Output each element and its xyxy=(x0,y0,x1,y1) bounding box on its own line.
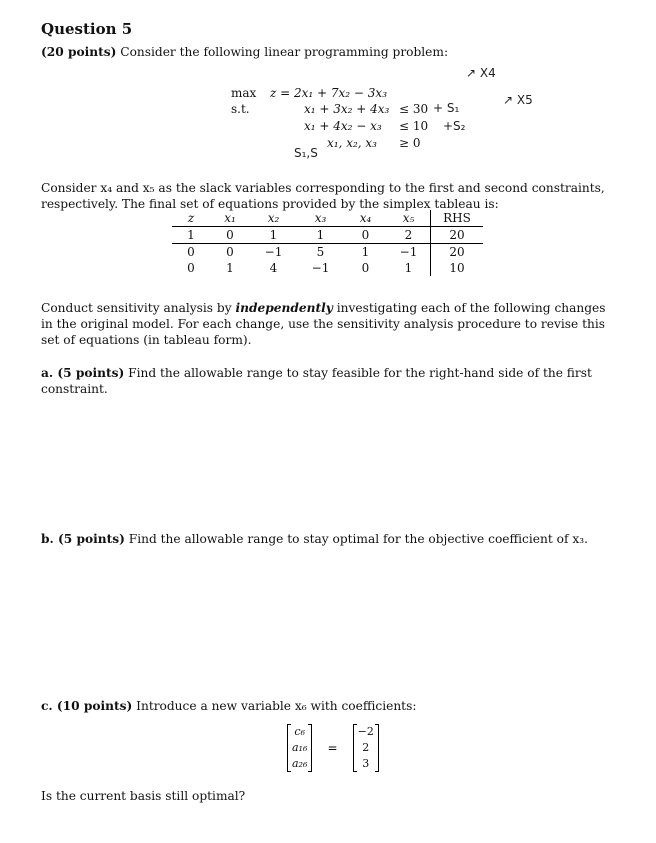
sensitivity-after: investigating each of the following changes in the original model. For each change, use the sensitivity analysis procedure to revise this set of equations (in tableau form). xyxy=(41,301,606,347)
lhs-vector xyxy=(287,724,312,772)
tableau-header-x2: x₂ xyxy=(250,210,297,227)
part-c-label: c. (10 points) xyxy=(41,699,133,713)
question-title: Question 5 xyxy=(41,20,133,38)
lp-c2-lhs: x₁ + 4x₂ − x₃ xyxy=(304,119,382,133)
handwritten-x5-note: ↗ X5 xyxy=(503,93,533,107)
tableau-header-rhs: RHS xyxy=(431,210,484,227)
lp-c1-rhs: ≤ 30 xyxy=(399,102,429,116)
tableau-cell: 10 xyxy=(431,260,484,276)
handwritten-s1s2-note: S₁,S xyxy=(294,146,318,160)
tableau-cell: −1 xyxy=(311,261,330,275)
tableau-cell: 0 xyxy=(226,245,234,259)
intro-points: (20 points) xyxy=(41,45,117,59)
tableau-cell: 20 xyxy=(431,227,484,244)
tableau-row xyxy=(172,260,483,276)
tableau-header-x5: x₅ xyxy=(387,210,431,227)
tableau-cell: 1 xyxy=(361,245,370,259)
tableau-header-z: z xyxy=(172,210,210,227)
lp-objective: z = 2x₁ + 7x₂ − 3x₃ xyxy=(270,86,388,100)
tableau-cell: 20 xyxy=(431,244,484,261)
tableau-cell: 2 xyxy=(387,227,431,244)
tableau-header-x1: x₁ xyxy=(210,210,250,227)
lp-st-label: s.t. xyxy=(231,102,250,116)
lp-c1-lhs: x₁ + 3x₂ + 4x₃ xyxy=(304,102,390,116)
sensitivity-emph: independently xyxy=(235,301,333,315)
part-a-label: a. (5 points) xyxy=(41,366,125,380)
lhs-a26: a₂₆ xyxy=(292,757,308,770)
part-b xyxy=(41,531,631,547)
handwritten-c1-note: + S₁ xyxy=(433,101,460,115)
sensitivity-before: Conduct sensitivity analysis by xyxy=(41,301,236,315)
tableau-cell: 1 xyxy=(297,227,344,244)
tableau-cell: 0 xyxy=(187,261,195,275)
tableau-cell: 5 xyxy=(316,245,325,259)
part-a-text: Find the allowable range to stay feasible for the right-hand side of the first constraint. xyxy=(41,366,592,396)
tableau-cell: 1 xyxy=(172,227,210,244)
part-a xyxy=(41,365,631,397)
tableau-row xyxy=(172,244,483,261)
rhs-value: 3 xyxy=(362,757,370,770)
tableau-header-row xyxy=(172,210,483,227)
lp-nonneg-lhs: x₁, x₂, x₃ xyxy=(327,136,377,150)
tableau-cell: 1 xyxy=(404,261,413,275)
part-b-text: Find the allowable range to stay optimal for the objective coefficient of x₃. xyxy=(124,532,588,546)
tableau-cell: 1 xyxy=(250,227,297,244)
tableau-cell: −1 xyxy=(399,245,418,259)
tableau-cell: 0 xyxy=(361,261,370,275)
tableau-cell: −1 xyxy=(264,245,283,259)
rhs-vector xyxy=(353,724,379,772)
equals-sign: = xyxy=(327,741,338,755)
tableau-cell: 0 xyxy=(344,227,387,244)
rhs-value: −2 xyxy=(357,725,374,738)
lhs-c6: c₆ xyxy=(294,725,305,738)
new-variable-equation xyxy=(287,724,379,772)
tableau-cell: 0 xyxy=(210,227,250,244)
simplex-tableau xyxy=(172,210,483,276)
slack-text: Consider x₄ and x₅ as the slack variables corresponding to the first and second constraints, respectively. The final set of equations provided by the simplex tableau is: xyxy=(41,181,605,211)
handwritten-x4-note: ↗ X4 xyxy=(466,66,496,80)
sensitivity-text xyxy=(41,300,621,348)
part-b-label: b. (5 points) xyxy=(41,532,125,546)
final-question: Is the current basis still optimal? xyxy=(41,789,246,803)
part-c xyxy=(41,698,631,714)
tableau-cell: 0 xyxy=(187,245,195,259)
intro-text xyxy=(41,44,631,60)
intro-body: Consider the following linear programming problem: xyxy=(116,45,449,59)
tableau-row xyxy=(172,227,483,244)
tableau-cell: 4 xyxy=(269,261,278,275)
lhs-a16: a₁₆ xyxy=(292,741,308,754)
part-c-text: Introduce a new variable x₆ with coefficients: xyxy=(132,699,417,713)
tableau-header-x4: x₄ xyxy=(344,210,387,227)
handwritten-c2-note: +S₂ xyxy=(443,119,466,133)
lp-max-label: max xyxy=(231,86,257,100)
tableau-cell: 1 xyxy=(226,261,234,275)
lp-nonneg-rhs: ≥ 0 xyxy=(399,136,421,150)
rhs-value: 2 xyxy=(362,741,370,754)
tableau-header-x3: x₃ xyxy=(297,210,344,227)
lp-c2-rhs: ≤ 10 xyxy=(399,119,429,133)
